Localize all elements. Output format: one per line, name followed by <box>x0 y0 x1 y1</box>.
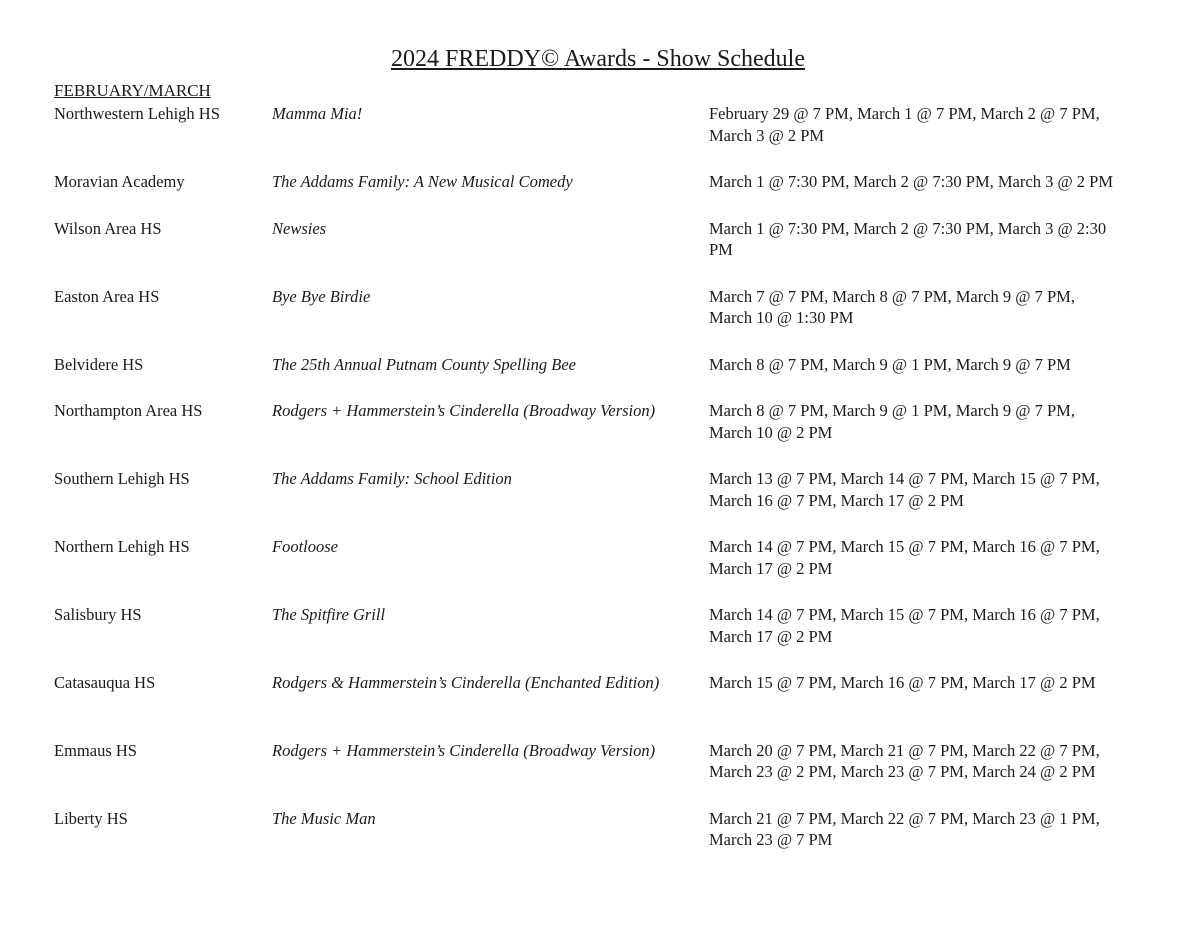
schedule-row <box>54 400 1114 468</box>
showtimes-cell: March 14 @ 7 PM, March 15 @ 7 PM, March 16 @ 7 PM, March 17 @ 2 PM <box>709 605 1100 646</box>
schedule-table <box>54 103 1114 876</box>
showtimes-cell: March 8 @ 7 PM, March 9 @ 1 PM, March 9 @ 7 PM <box>709 354 1071 374</box>
schedule-row <box>54 286 1114 354</box>
school-name-cell: Belvidere HS <box>54 354 144 374</box>
school-name-cell: Emmaus HS <box>54 740 137 760</box>
month-section-header: FEBRUARY/MARCH <box>54 81 211 100</box>
school-name-cell: Easton Area HS <box>54 286 160 306</box>
school-name-cell: Wilson Area HS <box>54 218 162 238</box>
showtimes-cell: March 21 @ 7 PM, March 22 @ 7 PM, March 23 @ 1 PM, March 23 @ 7 PM <box>709 808 1100 849</box>
show-title-cell: The Spitfire Grill <box>272 605 386 624</box>
show-title-cell: Footloose <box>272 537 338 556</box>
schedule-row <box>54 354 1114 401</box>
show-title-cell: The Addams Family: School Edition <box>272 469 512 488</box>
showtimes-cell: March 8 @ 7 PM, March 9 @ 1 PM, March 9 @ 7 PM, March 10 @ 2 PM <box>709 401 1075 442</box>
schedule-row <box>54 468 1114 536</box>
schedule-row <box>54 171 1114 218</box>
show-title-cell: The Addams Family: A New Musical Comedy <box>272 172 573 191</box>
school-name-cell: Catasauqua HS <box>54 673 156 692</box>
schedule-row <box>54 536 1114 604</box>
showtimes-cell: February 29 @ 7 PM, March 1 @ 7 PM, March 2 @ 7 PM, March 3 @ 2 PM <box>709 104 1100 145</box>
show-title-cell: The 25th Annual Putnam County Spelling Bee <box>272 354 576 374</box>
schedule-row <box>54 808 1114 876</box>
schedule-row <box>54 740 1114 808</box>
show-title-cell: Mamma Mia! <box>272 104 363 123</box>
school-name-cell: Salisbury HS <box>54 605 142 624</box>
school-name-cell: Northampton Area HS <box>54 401 203 420</box>
show-title-cell: Rodgers + Hammerstein’s Cinderella (Broadway Version) <box>272 740 656 760</box>
school-name-cell: Northern Lehigh HS <box>54 537 190 556</box>
schedule-row <box>54 103 1114 171</box>
school-name-cell: Moravian Academy <box>54 172 185 191</box>
showtimes-cell: March 20 @ 7 PM, March 21 @ 7 PM, March 22 @ 7 PM, March 23 @ 2 PM, March 23 @ 7 PM, March 24 @ 2 PM <box>709 740 1100 781</box>
document-title: 2024 FREDDY© Awards - Show Schedule <box>390 46 805 72</box>
show-title-cell: Newsies <box>272 218 327 238</box>
school-name-cell: Liberty HS <box>54 808 128 828</box>
show-title-cell: Bye Bye Birdie <box>272 286 371 306</box>
show-title-cell: Rodgers & Hammerstein’s Cinderella (Enchanted Edition) <box>272 673 660 692</box>
show-title-cell: The Music Man <box>272 808 376 828</box>
showtimes-cell: March 15 @ 7 PM, March 16 @ 7 PM, March 17 @ 2 PM <box>709 673 1096 692</box>
schedule-row <box>54 604 1114 672</box>
showtimes-cell: March 13 @ 7 PM, March 14 @ 7 PM, March 15 @ 7 PM, March 16 @ 7 PM, March 17 @ 2 PM <box>709 469 1100 510</box>
showtimes-cell: March 1 @ 7:30 PM, March 2 @ 7:30 PM, March 3 @ 2:30 PM <box>709 218 1107 259</box>
showtimes-cell: March 1 @ 7:30 PM, March 2 @ 7:30 PM, March 3 @ 2 PM <box>709 172 1113 191</box>
schedule-row <box>54 218 1114 286</box>
school-name-cell: Southern Lehigh HS <box>54 469 190 488</box>
showtimes-cell: March 7 @ 7 PM, March 8 @ 7 PM, March 9 @ 7 PM, March 10 @ 1:30 PM <box>709 286 1075 327</box>
schedule-row <box>54 672 1114 740</box>
showtimes-cell: March 14 @ 7 PM, March 15 @ 7 PM, March 16 @ 7 PM, March 17 @ 2 PM <box>709 537 1100 578</box>
show-title-cell: Rodgers + Hammerstein’s Cinderella (Broadway Version) <box>272 401 656 420</box>
school-name-cell: Northwestern Lehigh HS <box>54 104 220 123</box>
